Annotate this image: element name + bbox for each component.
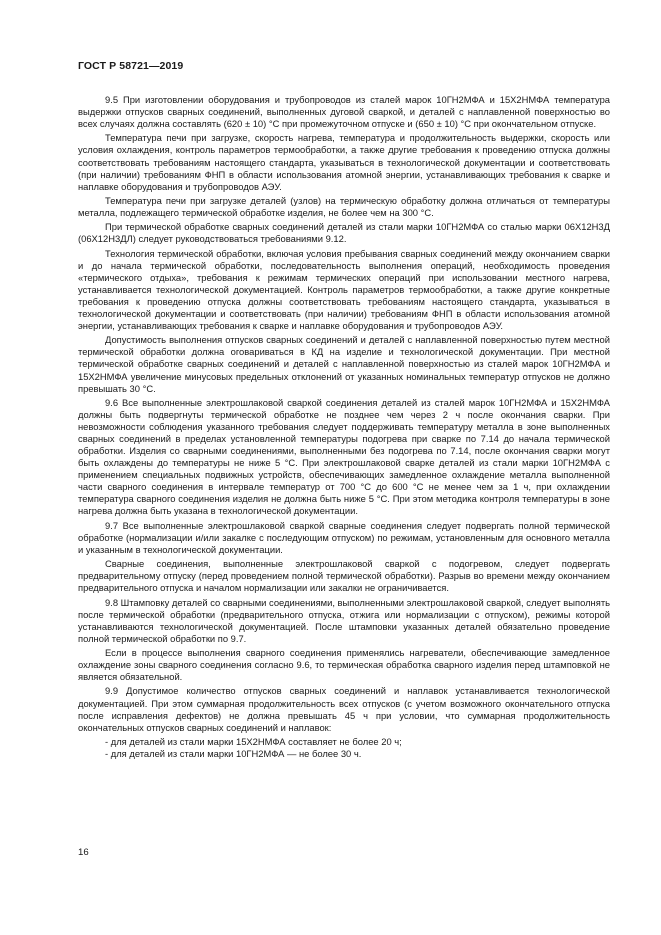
page-number: 16 <box>78 847 89 858</box>
document-header: ГОСТ Р 58721—2019 <box>78 60 184 72</box>
list-item: - для деталей из стали марки 15Х2НМФА составляет не более 20 ч; <box>105 735 402 747</box>
paragraph-9-7: 9.7 Все выполненные электрошлаковой сваркой сварные соединения следует подвергать полной термической обработке (нормализации и/или закалке с последующим отпуском) по режимам, установленным для основного металла и указанным в технологической документации. <box>78 519 610 555</box>
paragraph: Если в процессе выполнения сварного соединения применялись нагреватели, обеспечивающие замедленное охлаждение зоны сварного соединения согласно 9.6, то термическая обработка сварного изделия перед штамповкой не является обязательной. <box>78 647 610 683</box>
paragraph: Температура печи при загрузке деталей (узлов) на термическую обработку должна отличаться от температуры металла, подлежащего термической обработке изделия, не более чем на 300 °С. <box>78 194 610 219</box>
paragraph: Допустимость выполнения отпусков сварных соединений и деталей с наплавленной поверхностью путем местной термической обработки должна оговариваться в КД на изделие и технологической документации. При местной термической обработке сварных соединений и деталей с наплавленной поверхностью из сталей марок 10ГН2МФА и 15Х2НМФА увеличение минусовых предельных отклонений от указанных номинальных температур отпусков не должно превышать 30 °С. <box>78 334 610 394</box>
paragraph: Сварные соединения, выполненные электрошлаковой сваркой с подогревом, следует подвергать предварительному отпуску (перед проведением полной термической обработки). Разрыв во времени между окончанием предварительного отпуска и началом нормализации или закалки не ограничивается. <box>78 558 610 594</box>
paragraph-9-8: 9.8 Штамповку деталей со сварными соединениями, выполненными электрошлаковой сваркой, следует выполнять после термической обработки (предварительного отпуска, отжига или нормализации с отпуском), режимы которой устанавливаются технологической документацией. После штамповки указанных деталей обязательно проведение полной термической обработки по 9.7. <box>78 596 610 644</box>
paragraph-9-5: 9.5 При изготовлении оборудования и трубопроводов из сталей марок 10ГН2МФА и 15Х2НМФА температура выдержки отпусков сварных соединений, выполненных дуговой сваркой, и деталей с наплавленной поверхностью во всех случаях должна составлять (620 ± 10) °С при промежуточном отпуске и (650 ± 10) °С при окончательном отпуске. <box>78 94 610 130</box>
paragraph: Температура печи при загрузке, скорость нагрева, температура и продолжительность выдержки, скорость или условия охлаждения, контроль параметров термообработки, а также другие требования к проведению отпуска должны соответствовать требованиям настоящего стандарта, указываться в технологической документации и соответствовать (при наличии) требованиям ФНП в области использования атомной энергии, устанавливающих требования к сварке и наплавке оборудования и трубопроводов АЭУ. <box>78 132 610 192</box>
paragraph: Технология термической обработки, включая условия пребывания сварных соединений между окончанием сварки и до начала термической обработки, последовательность выполнения операций, необходимость проведения «термического отдыха», требования к режимам термических операций при использовании местного нагрева, устанавливается технологической документацией. Контроль параметров термообработки, а также другие конкретные требования к проведению отпуска должны соответствовать требованиям настоящего стандарта, указываться в технологической документации и соответствовать (при наличии) требованиям ФНП в области использования атомной энергии, устанавливающих требования к сварке и наплавке оборудования и трубопроводов АЭУ. <box>78 247 610 332</box>
paragraph-9-9: 9.9 Допустимое количество отпусков сварных соединений и наплавок устанавливается технологической документацией. При этом суммарная продолжительность всех отпусков (с учетом возможного окончательного отпуска после исправления дефектов) не должна превышать 45 ч при условии, что суммарная продолжительность окончательных отпусков сварных соединений и наплавок: <box>78 685 610 733</box>
paragraph: При термической обработке сварных соединений деталей из стали марки 10ГН2МФА со сталью марки 06Х12Н3Д (06Х12Н3ДЛ) следует руководствоваться требованиями 9.12. <box>78 221 610 245</box>
document-body <box>78 94 610 760</box>
paragraph-9-6: 9.6 Все выполненные электрошлаковой сваркой соединения деталей из сталей марок 10ГН2МФА и 15Х2НМФА должны быть подвергнуты термической обработке не позднее чем через 2 ч после окончания сварки. При невозможности соблюдения указанного требования следует поддерживать температуру металла в зоне выполненных сварных соединений в пределах установленной температуры подогрева при сварке по 7.14 до начала термической обработки. Изделия со сварными соединениями, выполненными без подогрева по 7.14, после окончания сварки могут быть охлаждены до температуры не ниже 5 °С. При электрошлаковой сварке деталей из стали марки 10ГН2МФА с применением специальных подвижных устройств, обеспечивающих замедленное охлаждение металла выполненной части сварного соединения в интервале температур от 700 °С до 600 °С не менее чем за 1 ч, при охлаждении температура сварного соединения изделия не должна быть ниже 5 °С. При этом методика контроля температуры в зоне нагрева должна быть указана в технологической документации. <box>78 396 610 517</box>
list-item: - для деталей из стали марки 10ГН2МФА — не более 30 ч. <box>105 748 362 759</box>
